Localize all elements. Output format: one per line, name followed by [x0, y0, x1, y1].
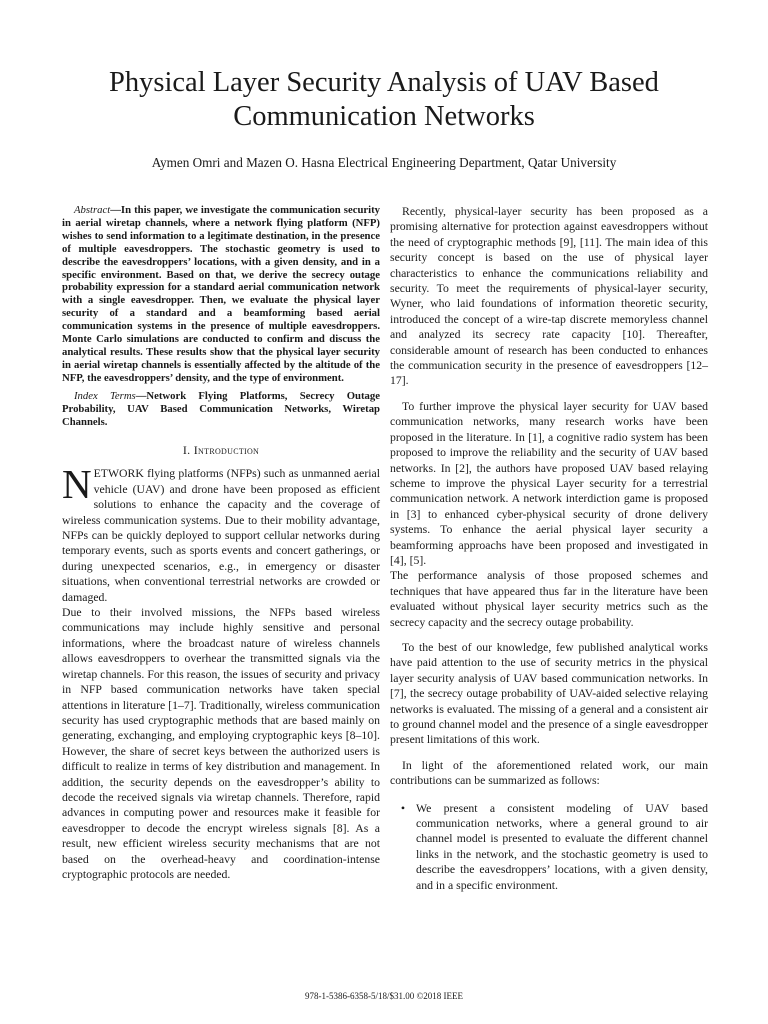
intro-paragraph-2: Due to their involved missions, the NFPs based wireless communications may include highly sensitive and personal informations, where the broadcast nature of wireless channels allows eavesdroppers to overhear the transmitted signals via the wiretap channels. For this reason, the issues of security and privacy in NFP based communication networks have taken special attentions in literature [1–7]. Traditionally, wireless communication security has used cryptographic methods that are based mainly on generating, exchanging, and employing cryptographic keys [8–10]. However, the share of secret keys between the authorized users is difficult to realize in terms of key distribution and management. In addition, the security depends on the eavesdropper’s ability to decode the received signals via wiretap channels. Therefore, rapid advances in computing power and resources make it feasible for eavesdropper to decode the encrypt wireless signals [8]. As a result, new efficient wireless security mechanisms that are not based on the overhead-heavy and coordination-intense cryptographic protocols are needed.	[62, 606, 380, 881]
abstract-text: —In this paper, we investigate the communication security in aerial wiretap channels, where a network flying platform (NFP) wishes to send information to a legitimate destination, in the presence of multiple eavesdroppers. The stochastic geometry is used to describe the eavesdroppers’ locations, with a given density, and in a specific environment. Based on that, we derive the secrecy outage probability expression for a standard aerial communication network with a single eavesdropper. Then, we evaluate the physical layer security of a standard and a beamforming based aerial communication systems in the presence of multiple eavesdroppers. Monte Carlo simulations are conducted to confirm and discuss the analytical results. These results show that the physical layer security in aerial wiretap channels is essentially affected by the altitude of the NFP, the eavesdroppers’ density, and the type of environment.	[62, 204, 380, 384]
contribution-list-item	[390, 801, 708, 893]
copyright-footer: 978-1-5386-6358-5/18/$31.00 ©2018 IEEE	[304, 991, 464, 1001]
contribution-text: We present a consistent modeling of UAV based communication networks, where a general ground to air channel model is presented to evaluate the different channel links in the network, and the stochastic geometry is used to describe the eavesdroppers’ locations, with a given density, and in a specific environment.	[416, 801, 708, 892]
right-paragraph-4: To the best of our knowledge, few published analytical works have paid attention to the use of security metrics in the physical layer security analysis of UAV based communication networks. In [7], the secrecy outage probability of UAV-aided selective relaying networks is evaluated. The missing of a general and a consistent air to ground channel model and the presence of a single eavesdropper present limitations of this work.	[390, 640, 708, 747]
abstract-label: Abstract	[74, 204, 111, 216]
abstract	[62, 204, 380, 385]
bullet-icon: •	[400, 800, 406, 815]
intro-paragraph-1	[62, 461, 380, 605]
authors-line: Aymen Omri and Mazen O. Hasna Electrical Engineering Department, Qatar University	[151, 155, 617, 170]
right-column	[390, 204, 708, 893]
index-terms	[62, 390, 380, 429]
right-paragraph-3: The performance analysis of those proposed schemes and techniques that have appeared thus far in the literature have been evaluated without physical layer security metrics such as the secrecy capacity and the secrecy outage probability.	[390, 569, 708, 629]
paper-title: Physical Layer Security Analysis of UAV Based Communication Networks	[109, 67, 659, 132]
index-terms-label: Index Terms	[74, 389, 136, 402]
intro-paragraph-1-text: ETWORK flying platforms (NFPs) such as unmanned aerial vehicle (UAV) and drone have been proposed as efficient solutions to enhance the capacity and the coverage of wireless communication systems. Due to their mobility advantage, NFPs can be quickly deployed to support cellular networks during temporary events, such as sports events and concert gatherings, or during unexpected scenarios, e.g., in emergency or disaster situations, when conventional terrestrial networks are crowded or damaged.	[62, 467, 380, 604]
section-title: Introduction	[193, 443, 260, 458]
right-paragraph-5: In light of the aforementioned related work, our main contributions can be summarized as follows:	[390, 758, 708, 788]
right-paragraph-1: Recently, physical-layer security has been proposed as a promising alternative for protection against eavesdroppers without the need of cryptographic methods [9], [11]. The main idea of this security concept is based on the use of physical layer characteristics to enhance the communications reliability and security. To meet the requirements of physical-layer security, Wyner, who laid foundations of information theoretic security, introduced the concept of a wire-tap discrete memoryless channel and analyzed its secrecy rate capacity [10]. Thereafter, considerable amount of research has been conducted to enhances the communication security in the presence of eavesdroppers [12–17].	[390, 205, 708, 388]
section-numeral: I.	[182, 443, 194, 458]
right-paragraph-2: To further improve the physical layer security for UAV based communication networks, many research works have been proposed in the literature. In [1], a cognitive radio system has been proposed to improve the reliability and the security of UAV based networks. In [2], the authors have proposed UAV based relaying scheme to improve the physical Layer security for a terrestrial communication network. A network interdiction game is proposed in [3] to enhanced cyber-physical security of drone delivery systems. To enhance the aerial physical layer security a beamforming approachs have been proposed and investigated in [4], [5].	[390, 399, 708, 567]
index-terms-text: —Network Flying Platforms, Secrecy Outage Probability, UAV Based Communication Networks, Wiretap Channels.	[62, 389, 380, 428]
section-heading-introduction	[62, 443, 380, 458]
drop-cap: N	[62, 461, 92, 508]
left-column	[62, 204, 380, 882]
